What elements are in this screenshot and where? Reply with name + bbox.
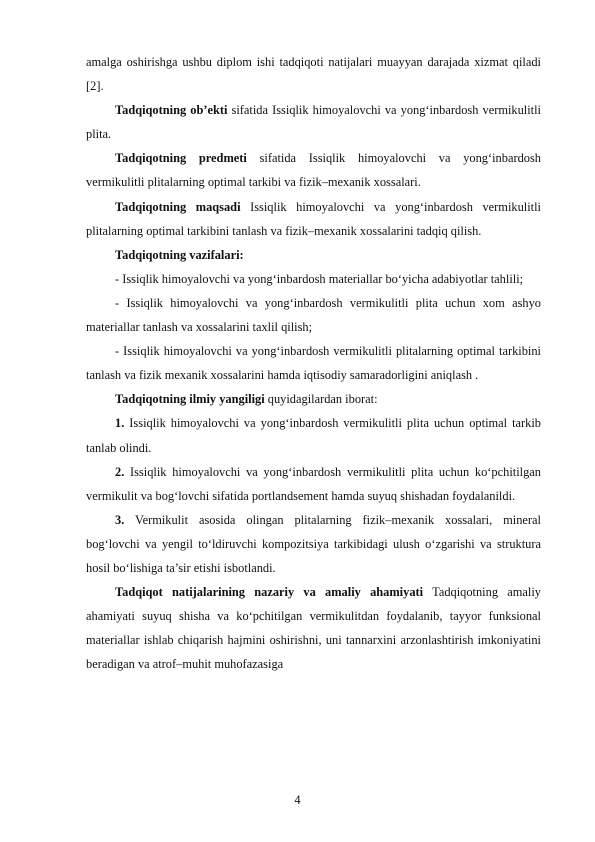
paragraph-heading: Tadqiqotning ilmiy yangiligi: [115, 392, 265, 407]
list-item-task-3: [86, 339, 541, 387]
list-number: 3.: [115, 512, 125, 527]
paragraph-research-goal: [86, 195, 541, 243]
paragraph-significance: [86, 580, 541, 676]
paragraph-heading: Tadqiqotning maqsadi: [115, 199, 241, 214]
paragraph-research-tasks: [86, 243, 541, 267]
page-number: 4: [294, 793, 301, 807]
paragraph-text: - Issiqlik himoyalovchi va yong‘inbardosh materiallar bo‘yicha adabiyotlar tahlili;: [115, 271, 524, 286]
paragraph-text: sifatida Issiqlik himoyalovchi va yong‘inbardosh vermikulitli plita.: [86, 103, 541, 142]
list-item-task-1: [86, 267, 541, 291]
paragraph-intro: [86, 50, 541, 98]
paragraph-text: - Issiqlik himoyalovchi va yong‘inbardosh vermikulitli plitalarning optimal tarkibini tanlash va fizik mexanik xossalarini hamda iqtisodiy samaradorligini aniqlash .: [86, 344, 541, 383]
paragraph-research-object: [86, 98, 541, 146]
list-number: 2.: [115, 464, 125, 479]
paragraph-text: - Issiqlik himoyalovchi va yong‘inbardosh vermikulitli plita uchun xom ashyo materiallar tanlash va xossalarini taxlil qilish;: [86, 295, 541, 335]
paragraph-text: Issiqlik himoyalovchi va yong‘inbardosh vermikulitli plita uchun ko‘pchitilgan vermikulit va bog‘lovchi sifatida portlandsement hamda suyuq shishadan foydalanildi.: [86, 464, 541, 503]
paragraph-text: Vermikulit asosida olingan plitalarning fizik–mexanik xossalari, mineral bog‘lovchi va yengil to‘ldiruvchi kompozitsiya tarkibidagi ulush o‘zgarishi va struktura hosil bo‘lishiga ta’sir etishi isbotlandi.: [86, 512, 541, 575]
list-number: 1.: [115, 416, 125, 431]
list-item-novelty-3: [86, 508, 541, 580]
paragraph-research-subject: [86, 146, 541, 194]
list-item-task-2: [86, 291, 541, 339]
paragraph-scientific-novelty: [86, 387, 541, 411]
list-item-novelty-1: [86, 411, 541, 459]
paragraph-heading: Tadqiqotning predmeti: [115, 151, 247, 166]
paragraph-heading: Tadqiqotning ob’ekti: [115, 103, 228, 118]
paragraph-text: quyidagilardan iborat:: [264, 392, 378, 407]
paragraph-heading: Tadqiqotning vazifalari:: [115, 247, 244, 262]
paragraph-text: amalga oshirishga ushbu diplom ishi tadqiqoti natijalari muayyan darajada xizmat qiladi [2].: [86, 55, 541, 94]
paragraph-text: Issiqlik himoyalovchi va yong‘inbardosh vermikulitli plita uchun optimal tarkib tanlab olindi.: [86, 416, 541, 455]
document-page: [86, 50, 541, 676]
paragraph-text: Issiqlik himoyalovchi va yong‘inbardosh vermikulitli plitalarning optimal tarkibini tanlash va fizik–mexanik xossalarini tadqiq qilish.: [86, 199, 541, 238]
paragraph-heading: Tadqiqot natijalarining nazariy va amaliy ahamiyati: [115, 585, 424, 600]
paragraph-text: Tadqiqotning amaliy ahamiyati suyuq shisha va ko‘pchitilgan vermikulitdan foydalanib, tayyor funksional materiallar ishlab chiqarish hajmini oshirishni, uni tannarxini arzonlashtirish imkoniyatini beradigan va atrof–muhit muhofazasiga: [86, 585, 541, 672]
list-item-novelty-2: [86, 460, 541, 508]
paragraph-text: sifatida Issiqlik himoyalovchi va yong‘inbardosh vermikulitli plitalarning optimal tarkibi va fizik–mexanik xossalari.: [86, 151, 541, 190]
